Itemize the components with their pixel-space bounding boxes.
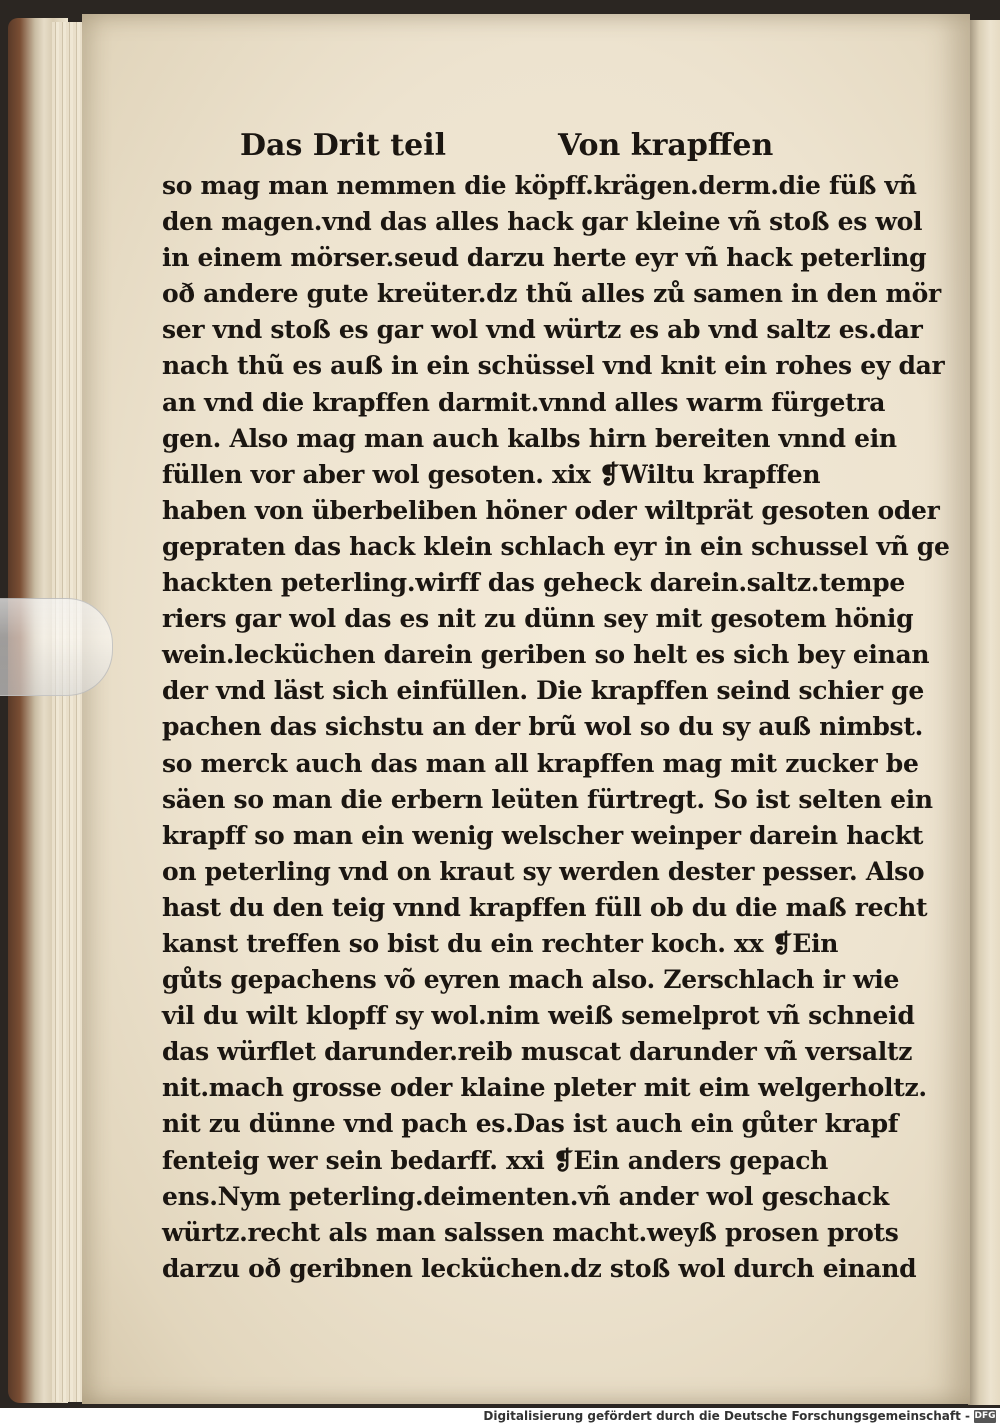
facing-page-edge: [968, 20, 1000, 1405]
text-line: nit.mach grosse oder klaine pleter mit eim welgerholtz.: [162, 1073, 927, 1103]
text-line: so mag man nemmen die köpff.krägen.derm.die füß vñ: [162, 171, 917, 200]
text-line: vil du wilt klopff sy wol.nim weiß semelprot vñ schneid: [162, 1001, 915, 1031]
text-line: so merck auch das man all krapffen mag mit zucker be: [162, 748, 919, 778]
text-line: nit zu dünne vnd pach es.Das ist auch ein gůter krapf: [162, 1109, 899, 1139]
text-line: würtz.recht als man salssen macht.weyß prosen prots: [162, 1217, 899, 1247]
text-line: den magen.vnd das alles hack gar kleine vñ stoß es wol: [162, 207, 923, 237]
page-clip: [0, 598, 113, 696]
text-line: oð andere gute kreüter.dz thũ alles zů samen in den mör: [162, 279, 941, 309]
text-line: gepraten das hack klein schlach eyr in ein schussel vñ ge: [162, 531, 950, 561]
running-header: [240, 128, 774, 172]
text-line: darzu oð geribnen lecküchen.dz stoß wol durch einand: [162, 1253, 917, 1283]
text-line: ser vnd stoß es gar wol vnd würtz es ab vnd saltz es.dar: [162, 315, 923, 345]
text-line: pachen das sichstu an der brũ wol so du sy auß nimbst.: [162, 712, 923, 742]
text-line: fenteig wer sein bedarff. xxi ❡Ein anders gepach: [162, 1145, 829, 1175]
text-line: nach thũ es auß in ein schüssel vnd knit ein rohes ey dar: [162, 351, 945, 381]
text-line: kanst treffen so bist du ein rechter koch. xx ❡Ein: [162, 928, 839, 958]
text-line: in einem mörser.seud darzu herte eyr vñ hack peterling: [162, 243, 927, 273]
text-line: hast du den teig vnnd krapffen füll ob du die maß recht: [162, 892, 928, 922]
header-chapter-title: Von krapffen: [558, 128, 774, 163]
footer-bar: [0, 1408, 1000, 1426]
dfg-logo: DFG: [974, 1411, 996, 1421]
text-line: das würflet darunder.reib muscat darunder vñ versaltz: [162, 1037, 913, 1067]
header-section-title: Das Drit teil: [240, 128, 447, 163]
text-line: der vnd läst sich einfüllen. Die krapffen seind schier ge: [162, 676, 924, 706]
text-line: riers gar wol das es nit zu dünn sey mit gesotem hönig: [162, 604, 914, 634]
text-line: on peterling vnd on kraut sy werden dester pesser. Also: [162, 856, 925, 886]
funding-notice: Digitalisierung gefördert durch die Deutsche Forschungsgemeinschaft -: [483, 1409, 970, 1423]
text-line: gen. Also mag man auch kalbs hirn bereiten vnnd ein: [162, 423, 897, 453]
text-line: krapff so man ein wenig welscher weinper darein hackt: [162, 820, 924, 850]
text-line: haben von überbeliben höner oder wiltprät gesoten oder: [162, 495, 940, 525]
text-line: säen so man die erbern leüten fürtregt. So ist selten ein: [162, 784, 933, 814]
text-line: ens.Nym peterling.deimenten.vñ ander wol geschack: [162, 1181, 889, 1211]
page-text: [162, 168, 950, 1287]
text-line: wein.lecküchen darein geriben so helt es sich bey einan: [162, 640, 930, 670]
text-line: füllen vor aber wol gesoten. xix ❡Wiltu krapffen: [162, 459, 821, 489]
text-line: hackten peterling.wirff das geheck darein.saltz.tempe: [162, 568, 905, 598]
text-line: an vnd die krapffen darmit.vnnd alles warm fürgetra: [162, 387, 886, 417]
text-line: gůts gepachens võ eyren mach also. Zerschlach ir wie: [162, 965, 900, 995]
